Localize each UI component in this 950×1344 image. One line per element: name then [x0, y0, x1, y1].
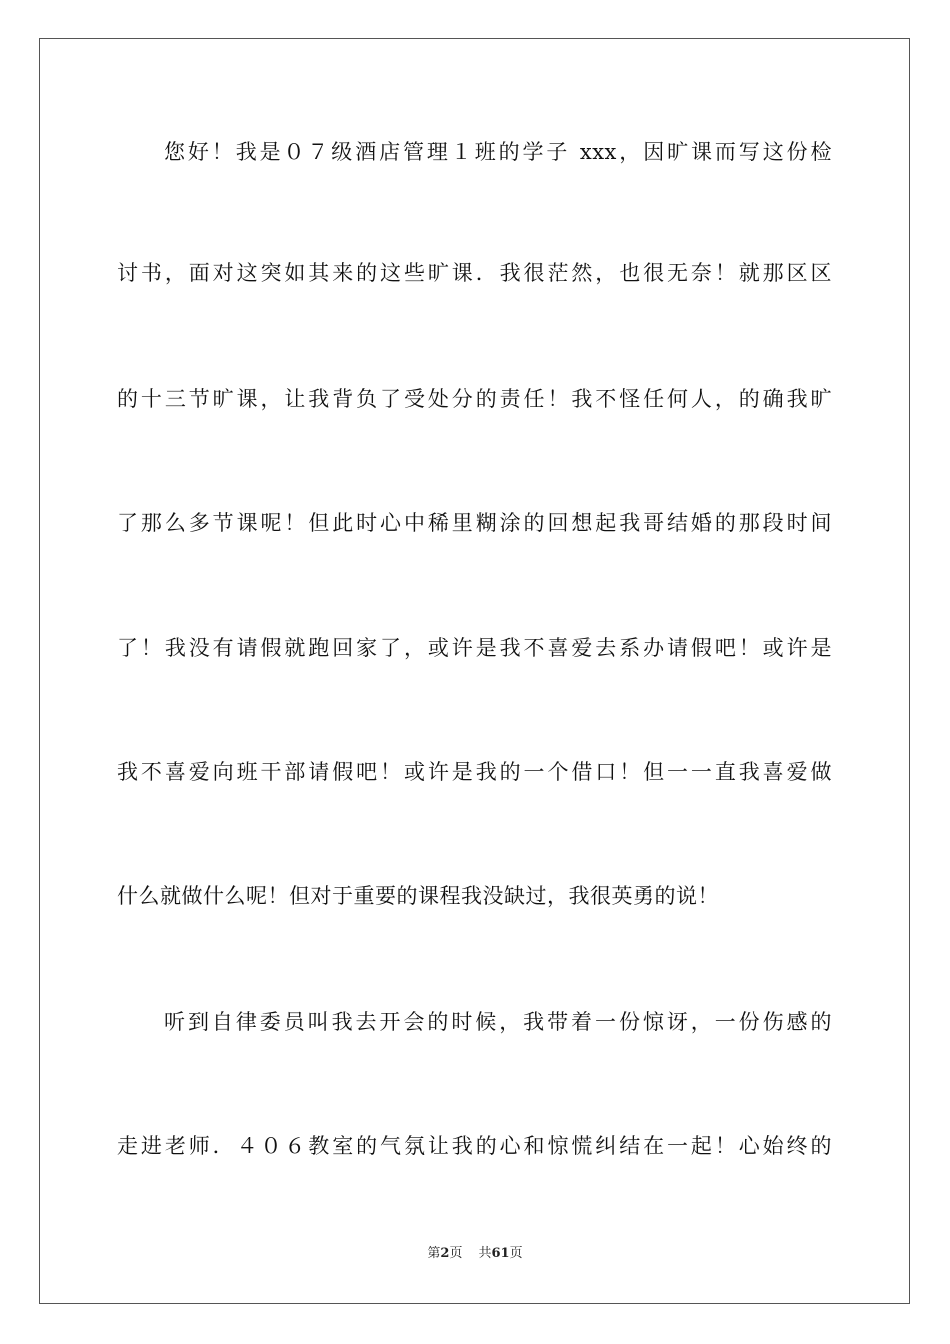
body-text-line: 听到自律委员叫我去开会的时候，我带着一份惊讶，一份伤感的: [164, 1010, 832, 1034]
page-border: [39, 38, 910, 1304]
body-text-line: 了那么多节课呢！但此时心中稀里糊涂的回想起我哥结婚的那段时间: [117, 511, 832, 535]
page-prefix: 第: [427, 1246, 441, 1261]
body-text-line: 什么就做什么呢！但对于重要的课程我没缺过，我很英勇的说！: [117, 884, 719, 908]
total-suffix: 页: [509, 1246, 523, 1261]
page-suffix: 页: [449, 1246, 463, 1261]
total-prefix: 共: [478, 1246, 492, 1261]
body-text-line: 您好！我是０７级酒店管理１班的学子 xxx，因旷课而写这份检: [164, 140, 832, 164]
current-page-number: 2: [440, 1246, 450, 1261]
total-page-count: 61: [491, 1246, 510, 1261]
body-text-line: 的十三节旷课，让我背负了受处分的责任！我不怪任何人，的确我旷: [117, 387, 832, 411]
body-text-line: 我不喜爱向班干部请假吧！或许是我的一个借口！但一一直我喜爱做: [117, 760, 832, 784]
body-text-line: 走进老师．４０６教室的气氛让我的心和惊慌纠结在一起！心始终的: [117, 1134, 832, 1158]
body-text-line: 了！我没有请假就跑回家了，或许是我不喜爱去系办请假吧！或许是: [117, 636, 832, 660]
page-footer: [0, 1245, 950, 1263]
body-text-line: 讨书，面对这突如其来的这些旷课．我很茫然，也很无奈！就那区区: [117, 261, 832, 285]
